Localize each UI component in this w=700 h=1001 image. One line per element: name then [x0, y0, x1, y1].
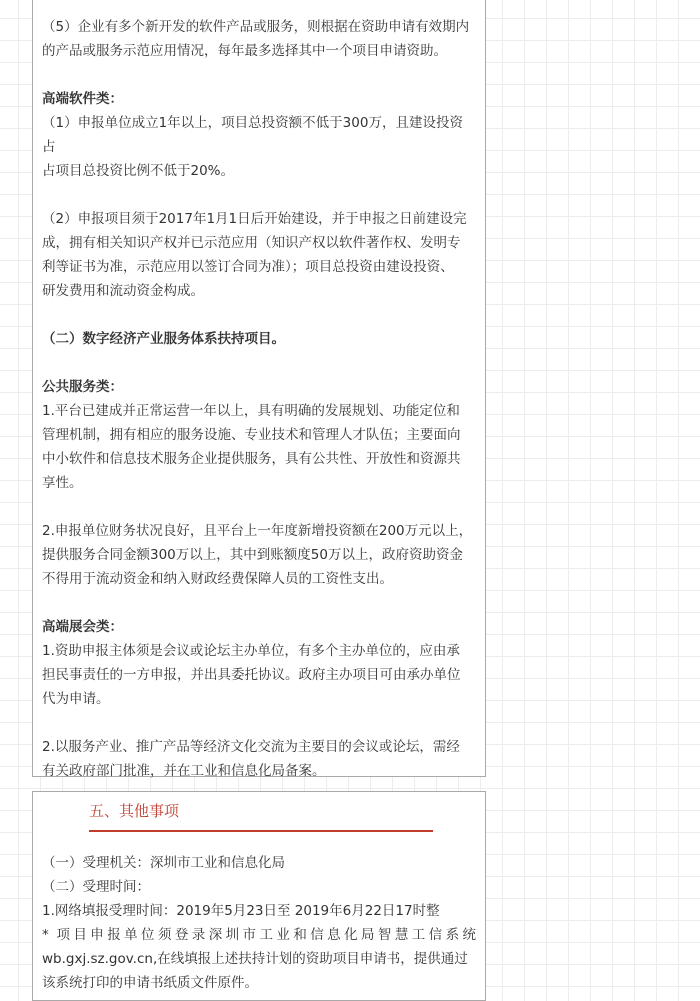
- content-card-eligibility: [32, 0, 486, 777]
- line-accepting-authority: （一）受理机关：深圳市工业和信息化局: [42, 855, 285, 871]
- paragraph-public-2: 2.申报单位财务状况良好，且平台上一年度新增投资额在200万元以上， 提供服务合同金额300万以上，其中到账额度50万以上，政府资助资金 不得用于流动资金和纳入财政经费保障人员的工资性支出。: [42, 523, 473, 587]
- heading-exhibition: 高端展会类：: [42, 619, 123, 635]
- line-accepting-time: （二）受理时间：: [42, 879, 150, 895]
- heading-public-service: 公共服务类：: [42, 379, 123, 395]
- paragraph-software-2: （2）申报项目须于2017年1月1日后开始建设，并于申报之日前建设完 成，拥有相关知识产权并已示范应用（知识产权以软件著作权、发明专 利等证书为准，示范应用以签订合同为准）；项目总投资由建设投资、 研发费用和流动资金构成。: [42, 211, 467, 299]
- heading-high-end-software: 高端软件类：: [42, 91, 123, 107]
- heading-digital-economy: （二）数字经济产业服务体系扶持项目。: [42, 331, 285, 347]
- line-print-original: 该系统打印的申请书纸质文件原件。: [42, 975, 258, 991]
- paragraph-exhibition-2: 2.以服务产业、推广产品等经济文化交流为主要目的会议或论坛，需经 有关政府部门批准，并在工业和信息化局备案。: [42, 739, 460, 779]
- line-login-note: * 项目申报单位须登录深圳市工业和信息化局智慧工信系统: [42, 927, 476, 943]
- line-online-window: 1.网络填报受理时间：2019年5月23日至 2019年6月22日17时整: [42, 903, 440, 919]
- line-system-url: wb.gxj.sz.gov.cn,在线填报上述扶持计划的资助项目申请书，提供通过: [42, 951, 468, 967]
- paragraph-exhibition-1: 1.资助申报主体须是会议或论坛主办单位，有多个主办单位的，应由承 担民事责任的一方申报，并出具委托协议。政府主办项目可由承办单位 代为申请。: [42, 643, 461, 707]
- paragraph-software-1: （1）申报单位成立1年以上，项目总投资额不低于300万，且建设投资占 占项目总投资比例不低于20%。: [42, 115, 463, 179]
- paragraph-product-limit: （5）企业有多个新开发的软件产品或服务，则根据在资助申请有效期内 的产品或服务示范应用情况，每年最多选择其中一个项目申请资助。: [42, 19, 470, 59]
- section-title: 五、其他事项: [89, 800, 433, 832]
- paragraph-public-1: 1.平台已建成并正常运营一年以上，具有明确的发展规划、功能定位和 管理机制，拥有相应的服务设施、专业技术和管理人才队伍；主要面向 中小软件和信息技术服务企业提供服务，具有公共性、开放性和资源共 享性。: [42, 403, 461, 491]
- other-matters-body: [42, 851, 476, 995]
- content-card-other-matters: [32, 791, 486, 1001]
